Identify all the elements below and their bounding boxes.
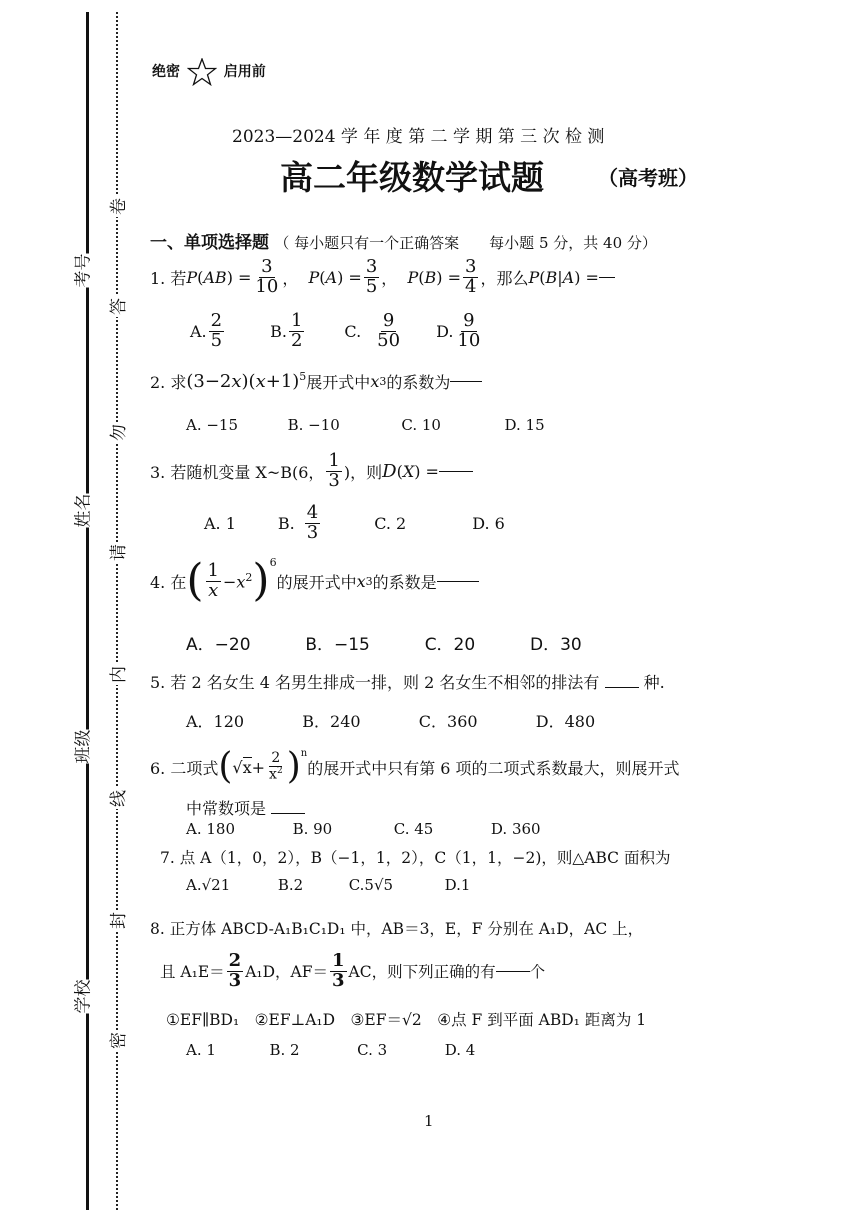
q6-line2: 中常数项是 — [186, 799, 267, 818]
option-b: B．240 — [302, 712, 361, 731]
q8-line2-d: 个 — [529, 963, 546, 981]
option-b: B. −10 — [287, 416, 340, 434]
option-d: D.1 — [444, 876, 471, 894]
option-a: A．120 — [186, 712, 245, 731]
option-a: A.√21 — [186, 876, 231, 894]
option-d: D. 6 — [472, 513, 505, 533]
q3-options: A. 1 B. $\frac{4}{3}$ C. 2 D. 6 — [204, 501, 505, 543]
exam-title: 高二年级数学试题 — [280, 158, 544, 197]
q7-options — [186, 876, 470, 894]
option-c: C．20 — [424, 635, 476, 655]
option-d: D．480 — [535, 712, 596, 731]
margin-warning-char: 请 — [104, 542, 129, 563]
option-b: B. 2 — [269, 1041, 300, 1059]
option-a: A. −15 — [186, 416, 239, 434]
question-3: 3. 若随机变量 X~B(6， $\frac{1}{3}$ )，则 D ( X ) = — [150, 446, 473, 496]
option-c: C. 10 — [401, 416, 441, 434]
option-c: C. 2 — [374, 513, 407, 533]
secret-right-text: 启用前 — [223, 64, 266, 80]
answer-blank — [605, 687, 639, 688]
exam-class: （高考班） — [598, 166, 698, 190]
question-4: 4. 在 ( $\frac{1}{x}$ $-x^2$ ) 6 的展开式中 x 3 的系数是 — [150, 550, 479, 612]
q8-line2-c: AC，则下列正确的有 — [348, 963, 496, 981]
answer-blank — [271, 813, 305, 814]
margin-warning-char: 勿 — [104, 422, 129, 443]
option-a: A．−20 — [186, 635, 251, 655]
class-label: 班级 — [67, 730, 96, 764]
margin-warning-char: 卷 — [104, 196, 129, 217]
q4-options — [186, 630, 582, 655]
option-b: B. — [270, 321, 287, 341]
answer-blank — [437, 581, 479, 582]
q1-mid: ，那么 — [480, 268, 529, 288]
question-8-statements: ①EF∥BD₁ ②EF⊥A₁D ③EF＝√2 ④点 F 到平面 ABD₁ 距离为 1 — [166, 1011, 647, 1029]
q2-prefix: 2. 求 — [150, 372, 187, 392]
q5-text-end: 种. — [643, 673, 665, 692]
secret-header — [152, 58, 266, 86]
q3-text2: = — [425, 461, 439, 481]
option-c: C．360 — [418, 712, 478, 731]
answer-blank — [599, 277, 615, 278]
exam-number-label: 考号 — [67, 254, 96, 288]
q1-prefix: 1. 若 — [150, 268, 187, 288]
q8-line2-a: 且 A₁E＝ — [160, 963, 225, 981]
question-5 — [150, 670, 665, 693]
option-d: D. 4 — [444, 1041, 476, 1059]
q2-options — [186, 416, 545, 434]
answer-blank — [439, 471, 473, 472]
school-label: 学校 — [67, 980, 96, 1014]
q6-options — [186, 820, 541, 838]
q5-text: 5. 若 2 名女生 4 名男生排成一排，则 2 名女生不相邻的排法有 — [150, 673, 600, 692]
exam-term: 2023—2024 学 年 度 第 二 学 期 第 三 次 检 测 — [232, 127, 605, 147]
question-6-line2 — [186, 796, 305, 819]
q4-prefix: 4. 在 — [150, 572, 187, 592]
q4-text2: 的系数是 — [372, 572, 437, 592]
answer-blank — [496, 971, 530, 972]
option-a: A. 180 — [186, 820, 235, 838]
margin-warning-char: 线 — [104, 788, 129, 809]
question-8-line2: 且 A₁E＝ $\frac{2}{3}$ A₁D，AF＝ $\frac{1}{3}$ AC，则下列正确的有 个 — [160, 949, 546, 991]
option-b: B. — [277, 513, 295, 533]
option-c: C. 3 — [357, 1041, 388, 1059]
q5-options — [186, 709, 595, 732]
option-b: B．−15 — [305, 635, 370, 655]
option-c: C. — [344, 321, 362, 341]
question-7: 7. 点 A（1，0，2），B（−1，1，2），C（1，1，−2)，则△ABC 面积为 — [160, 849, 671, 867]
q6-prefix: 6. 二项式 — [150, 758, 219, 778]
margin-warning-char: 答 — [104, 296, 129, 317]
margin-warning-char: 内 — [104, 664, 129, 685]
q6-text: 的展开式中只有第 6 项的二项式系数最大，则展开式 — [307, 758, 680, 778]
star-icon — [187, 58, 217, 86]
q8-options — [186, 1041, 475, 1059]
q8-line2-b: A₁D，AF＝ — [245, 963, 328, 981]
q3-text: )，则 — [343, 462, 383, 482]
answer-blank — [450, 381, 482, 382]
margin-warning-char: 封 — [104, 910, 129, 931]
q2-text2: 的系数为 — [386, 372, 451, 392]
q2-text: 展开式中 — [306, 372, 371, 392]
option-d: D. 360 — [490, 820, 541, 838]
q1-options: A. $\frac{2}{5}$ B. $\frac{1}{2}$ C. $\frac{9}{50}$ D. $\frac{9}{10}$ — [190, 309, 481, 351]
option-c: C.5√5 — [348, 876, 394, 894]
q4-text: 的展开式中 — [276, 572, 357, 592]
option-a: A. — [190, 321, 207, 341]
section-title: 一、单项选择题 — [150, 233, 269, 253]
option-d: D. 15 — [504, 416, 545, 434]
page-number: 1 — [424, 1112, 434, 1130]
question-8: 8. 正方体 ABCD-A₁B₁C₁D₁ 中，AB＝3，E，F 分别在 A₁D，AC 上， — [150, 920, 644, 938]
secret-left-text: 绝密 — [152, 64, 180, 80]
section-note: （ 每小题只有一个正确答案 每小题 5 分，共 40 分） — [274, 234, 657, 252]
option-b: B.2 — [277, 876, 304, 894]
option-b: B. 90 — [292, 820, 333, 838]
question-2: 2. 求 $(3-2x)(x+1)^5$ 展开式中 x 3 的系数为 — [150, 368, 482, 394]
option-d: D. — [436, 321, 454, 341]
option-a: A. 1 — [186, 1041, 216, 1059]
question-6: 6. 二项式 ( √x+ $\frac{2}{x^2}$ ) n 的展开式中只有第 6 项的二项式系数最大，则展开式 — [150, 746, 680, 787]
q3-prefix: 3. 若随机变量 X~B(6， — [150, 462, 325, 482]
option-d: D．30 — [530, 635, 582, 655]
margin-warning-char: 密 — [104, 1030, 129, 1051]
binding-line — [86, 12, 89, 1210]
option-c: C. 45 — [393, 820, 434, 838]
question-1: 1. 若 P ( AB ) = $\frac{3}{10}$ ， P ( A ) = $\frac{3}{5}$ ， P ( B ) = $\frac{3}{4}$ ，那么 P ( B | A ) = — [150, 252, 615, 302]
section-heading — [150, 228, 657, 253]
option-a: A. 1 — [204, 513, 236, 533]
name-label: 姓名 — [67, 494, 96, 528]
